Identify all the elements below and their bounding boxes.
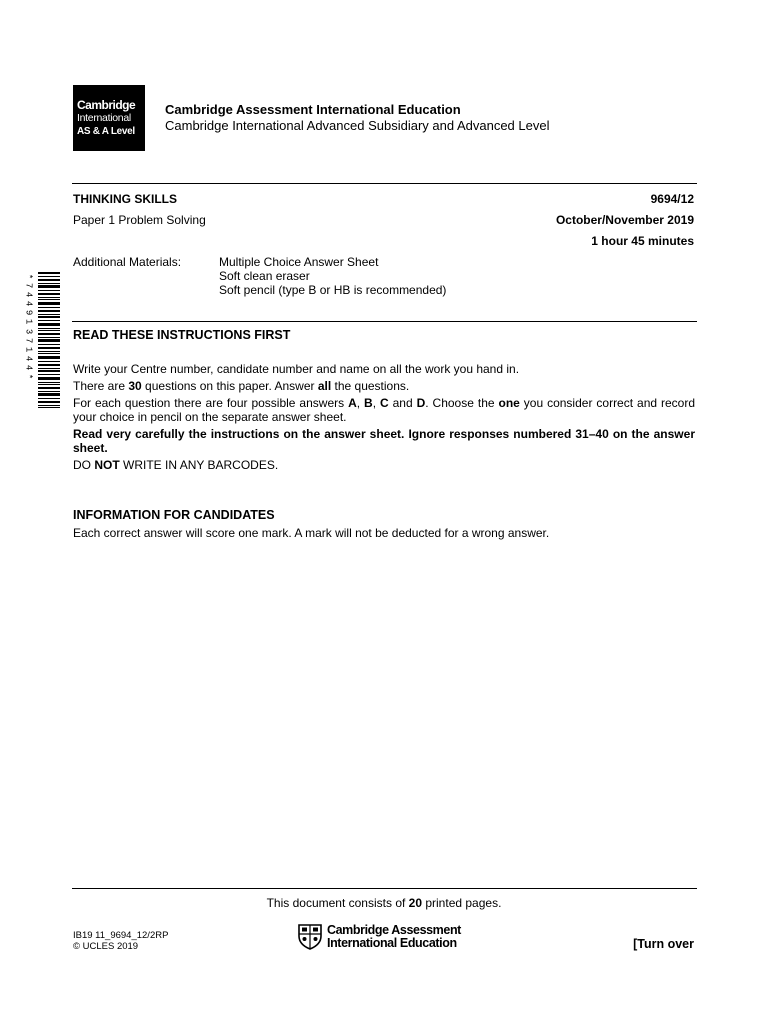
document-reference	[73, 930, 168, 952]
divider	[72, 321, 697, 322]
instruction-4: Read very carefully the instructions on the answer sheet. Ignore responses numbered 31–40 on the answer sheet.	[73, 427, 695, 455]
copyright: © UCLES 2019	[73, 941, 139, 952]
instructions-heading: READ THESE INSTRUCTIONS FIRST	[73, 328, 291, 342]
page-count: This document consists of 20 printed pages.	[266, 896, 502, 910]
cambridge-logo	[73, 85, 145, 151]
crest-icon	[298, 924, 322, 950]
logo-line-1: Cambridge	[77, 97, 136, 112]
material-item: Soft clean eraser	[219, 269, 310, 283]
reference-code: IB19 11_9694_12/2RP	[73, 930, 169, 941]
divider	[72, 888, 697, 889]
materials-list	[219, 255, 446, 297]
footer-logo	[298, 924, 461, 950]
subject-title: THINKING SKILLS	[73, 192, 177, 206]
instruction-3: For each question there are four possible answers A, B, C and D. Choose the one you consider correct and record your choice in pencil on the separate answer sheet.	[73, 396, 695, 424]
exam-session: October/November 2019	[555, 213, 694, 227]
turn-over: [Turn over	[633, 937, 694, 951]
material-item: Multiple Choice Answer Sheet	[219, 255, 379, 269]
info-heading: INFORMATION FOR CANDIDATES	[73, 508, 275, 522]
exam-duration: 1 hour 45 minutes	[591, 234, 694, 248]
instruction-2: There are 30 questions on this paper. Answer all the questions.	[73, 379, 410, 393]
paper-name: Paper 1 Problem Solving	[73, 213, 206, 227]
footer-logo-text: Cambridge Assessment International Education	[327, 923, 461, 950]
organisation-name: Cambridge Assessment International Education	[165, 102, 461, 117]
info-text: Each correct answer will score one mark. A mark will not be deducted for a wrong answer.	[73, 526, 550, 540]
instruction-5: DO NOT WRITE IN ANY BARCODES.	[73, 458, 279, 472]
barcode-number: * 7 4 4 9 1 3 7 1 4 4 *	[23, 273, 34, 380]
barcode-icon	[38, 272, 60, 408]
logo-line-2: International	[77, 111, 131, 124]
material-item: Soft pencil (type B or HB is recommended)	[219, 283, 447, 297]
logo-line-3: AS & A Level	[77, 125, 135, 137]
paper-code: 9694/12	[650, 192, 694, 206]
materials-label: Additional Materials:	[73, 255, 182, 269]
instruction-1: Write your Centre number, candidate number and name on all the work you hand in.	[73, 362, 520, 376]
divider	[72, 183, 697, 184]
qualification-name: Cambridge International Advanced Subsidiary and Advanced Level	[165, 118, 550, 133]
